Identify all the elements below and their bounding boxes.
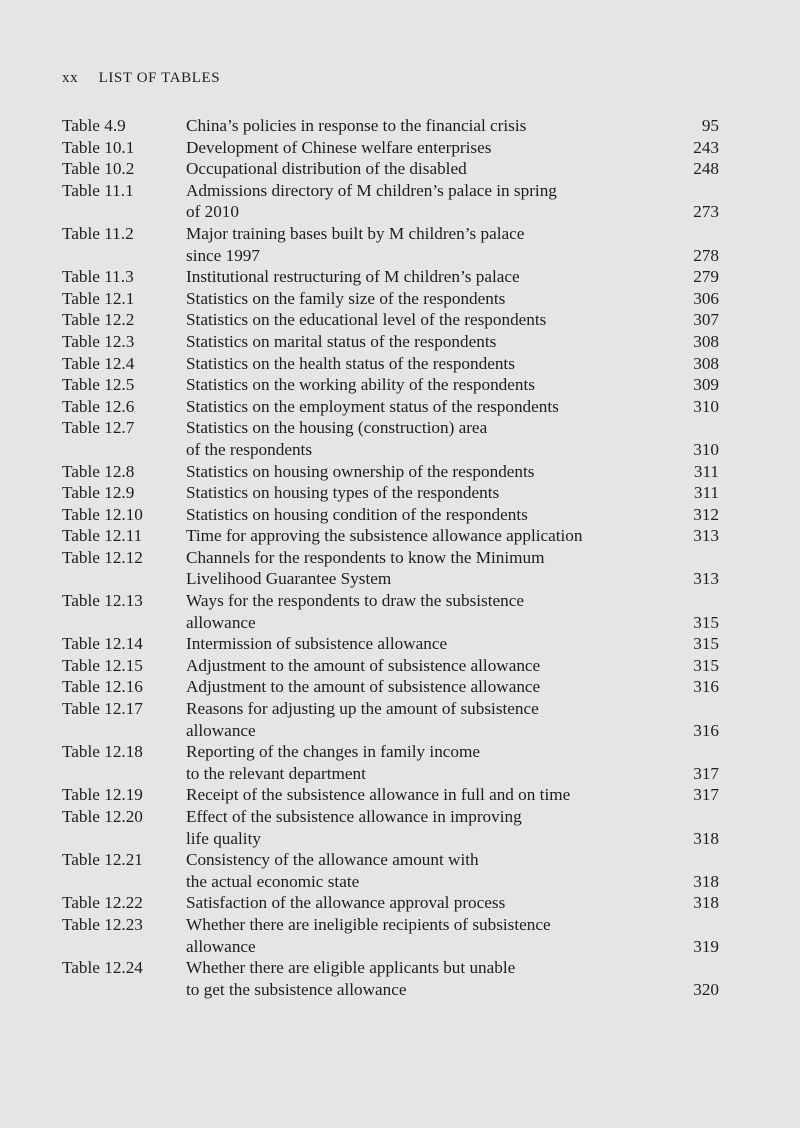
- table-number: Table 12.3: [62, 331, 135, 351]
- table-list-entry: [62, 914, 722, 957]
- table-list-entry: [62, 655, 722, 677]
- table-list-entry: [62, 180, 722, 223]
- table-title-line: Statistics on the working ability of the respondents: [186, 375, 535, 395]
- page-number: 313: [693, 526, 719, 546]
- table-list-entry: [62, 504, 722, 526]
- table-title: [186, 504, 659, 526]
- table-list-entry: [62, 396, 722, 418]
- table-title-line: allowance: [186, 936, 256, 956]
- table-title: [186, 547, 659, 590]
- table-title: [186, 374, 659, 396]
- table-title-line: Statistics on the educational level of the respondents: [186, 310, 547, 330]
- table-number: Table 12.21: [62, 850, 143, 870]
- table-title-line: Statistics on the family size of the respondents: [186, 288, 506, 308]
- table-title-line: since 1997: [186, 245, 260, 265]
- table-title: [186, 914, 659, 957]
- table-title: [186, 137, 659, 159]
- page-number: 320: [693, 979, 719, 999]
- table-list-entry: [62, 461, 722, 483]
- page-number: 319: [693, 936, 719, 956]
- table-list-entry: [62, 417, 722, 460]
- table-title-line: allowance: [186, 720, 256, 740]
- page-number: 308: [693, 353, 719, 373]
- page-number: 311: [693, 461, 719, 481]
- page-number: 312: [693, 504, 719, 524]
- table-list-entry: [62, 676, 722, 698]
- page-folio: xx: [62, 70, 79, 86]
- table-title-line: to the relevant department: [186, 763, 366, 783]
- table-number: Table 12.5: [62, 375, 135, 395]
- table-title-line: Channels for the respondents to know the Minimum: [186, 547, 545, 567]
- table-title: [186, 633, 659, 655]
- table-list-entry: [62, 633, 722, 655]
- page-number: 318: [693, 828, 719, 848]
- page-number: 315: [693, 634, 719, 654]
- table-number: Table 10.2: [62, 159, 135, 179]
- table-title-line: life quality: [186, 828, 261, 848]
- page-number: 95: [701, 116, 719, 135]
- table-number: Table 12.20: [62, 807, 143, 826]
- table-list-entry: [62, 482, 722, 504]
- table-number: Table 12.15: [62, 655, 143, 675]
- page-number: 310: [693, 439, 719, 459]
- table-number: Table 12.1: [62, 288, 135, 308]
- table-list-entry: [62, 266, 722, 288]
- table-title: [186, 676, 659, 698]
- table-title-line: Ways for the respondents to draw the subsistence: [186, 591, 524, 611]
- table-number: Table 4.9: [62, 116, 126, 135]
- table-title-line: of 2010: [186, 202, 239, 222]
- table-number: Table 11.1: [62, 180, 134, 200]
- table-number: Table 12.22: [62, 893, 143, 913]
- page-number: 318: [693, 871, 719, 891]
- table-number: Table 10.1: [62, 137, 135, 157]
- table-number: Table 12.10: [62, 504, 143, 524]
- table-number: Table 12.14: [62, 634, 143, 654]
- table-number: Table 12.17: [62, 699, 143, 719]
- table-number: Table 12.19: [62, 785, 143, 805]
- table-list-entry: [62, 957, 722, 1000]
- table-number: Table 12.12: [62, 547, 143, 567]
- table-title-line: China’s policies in response to the financial crisis: [186, 116, 527, 135]
- page-number: 278: [693, 245, 719, 265]
- table-title-line: Statistics on housing types of the respondents: [186, 483, 500, 503]
- table-title: [186, 892, 659, 914]
- page-number: 316: [693, 720, 719, 740]
- page-number: 307: [693, 310, 719, 330]
- table-title-line: Major training bases built by M children’s palace: [186, 223, 525, 243]
- table-list-entry: [62, 353, 722, 375]
- table-list-entry: [62, 547, 722, 590]
- page-number: 318: [693, 893, 719, 913]
- table-title-line: Receipt of the subsistence allowance in full and on time: [186, 785, 571, 805]
- table-title-line: the actual economic state: [186, 871, 360, 891]
- table-number: Table 12.13: [62, 591, 143, 611]
- table-title: [186, 266, 659, 288]
- table-title: [186, 461, 659, 483]
- table-list-entry: [62, 698, 722, 741]
- table-title-line: Statistics on housing ownership of the respondents: [186, 461, 535, 481]
- table-number: Table 12.7: [62, 418, 135, 438]
- table-title-line: Reasons for adjusting up the amount of subsistence: [186, 699, 539, 719]
- table-list-entry: [62, 331, 722, 353]
- table-title: [186, 309, 659, 331]
- page-number: 316: [693, 677, 719, 697]
- table-list-entry: [62, 590, 722, 633]
- page-number: 279: [693, 267, 719, 287]
- page-number: 243: [693, 137, 719, 157]
- table-title-line: Institutional restructuring of M children’s palace: [186, 267, 520, 287]
- page-number: 248: [693, 159, 719, 179]
- table-title-line: Livelihood Guarantee System: [186, 569, 392, 589]
- table-title: [186, 180, 659, 223]
- table-list-entry: [62, 525, 722, 547]
- table-title-line: Adjustment to the amount of subsistence allowance: [186, 677, 541, 697]
- table-title: [186, 655, 659, 677]
- table-title: [186, 590, 659, 633]
- page-number: 310: [693, 396, 719, 416]
- table-title-line: Whether there are eligible applicants but unable: [186, 958, 516, 978]
- page-number: 315: [693, 612, 719, 632]
- table-list-entry: [62, 741, 722, 784]
- page-number: 317: [693, 785, 719, 805]
- table-title: [186, 288, 659, 310]
- table-list-entry: [62, 309, 722, 331]
- table-title-line: Time for approving the subsistence allowance application: [186, 526, 583, 546]
- table-list-entry: [62, 806, 722, 849]
- table-title: [186, 353, 659, 375]
- table-number: Table 12.23: [62, 914, 143, 934]
- table-title: [186, 158, 659, 180]
- table-list-entry: [62, 784, 722, 806]
- table-title: [186, 482, 659, 504]
- table-title: [186, 417, 659, 460]
- table-number: Table 12.6: [62, 396, 135, 416]
- table-title-line: allowance: [186, 612, 256, 632]
- table-list-entry: [62, 115, 722, 137]
- page-number: 315: [693, 655, 719, 675]
- table-title-line: Statistics on the employment status of the respondents: [186, 396, 559, 416]
- table-title-line: Occupational distribution of the disabled: [186, 159, 467, 179]
- page-number: 273: [693, 202, 719, 222]
- table-title: [186, 331, 659, 353]
- table-number: Table 12.8: [62, 461, 135, 481]
- list-of-tables: [62, 115, 722, 1000]
- table-title: [186, 396, 659, 418]
- table-number: Table 12.24: [62, 958, 143, 978]
- table-list-entry: [62, 849, 722, 892]
- table-number: Table 12.9: [62, 483, 135, 503]
- table-title: [186, 115, 659, 137]
- table-title-line: Statistics on housing condition of the respondents: [186, 504, 528, 524]
- page-number: 317: [693, 763, 719, 783]
- table-list-entry: [62, 223, 722, 266]
- table-number: Table 11.3: [62, 267, 134, 287]
- table-list-entry: [62, 137, 722, 159]
- table-title-line: Satisfaction of the allowance approval process: [186, 893, 506, 913]
- table-number: Table 11.2: [62, 223, 134, 243]
- table-title-line: Statistics on marital status of the respondents: [186, 331, 497, 351]
- table-number: Table 12.18: [62, 742, 143, 762]
- table-title: [186, 849, 659, 892]
- table-number: Table 12.16: [62, 677, 143, 697]
- page-number: 309: [693, 375, 719, 395]
- table-title: [186, 741, 659, 784]
- page-number: 311: [693, 483, 719, 503]
- table-title: [186, 806, 659, 849]
- table-title-line: to get the subsistence allowance: [186, 979, 407, 999]
- page-number: 306: [693, 288, 719, 308]
- table-list-entry: [62, 288, 722, 310]
- table-title-line: Statistics on the housing (construction) area: [186, 418, 488, 438]
- running-head: [62, 70, 220, 87]
- table-title-line: Intermission of subsistence allowance: [186, 634, 448, 654]
- table-list-entry: [62, 374, 722, 396]
- table-title-line: Consistency of the allowance amount with: [186, 850, 479, 870]
- table-number: Table 12.2: [62, 310, 135, 330]
- page-number: 313: [693, 569, 719, 589]
- table-title: [186, 223, 659, 266]
- table-title-line: Whether there are ineligible recipients of subsistence: [186, 914, 551, 934]
- page-number: 308: [693, 331, 719, 351]
- table-title: [186, 525, 659, 547]
- table-title-line: Adjustment to the amount of subsistence allowance: [186, 655, 541, 675]
- table-title-line: of the respondents: [186, 439, 313, 459]
- table-number: Table 12.4: [62, 353, 135, 373]
- table-title-line: Effect of the subsistence allowance in improving: [186, 807, 522, 826]
- table-title: [186, 957, 659, 1000]
- running-head-title: LIST OF TABLES: [98, 70, 221, 86]
- table-title: [186, 698, 659, 741]
- table-title: [186, 784, 659, 806]
- table-title-line: Admissions directory of M children’s palace in spring: [186, 180, 557, 200]
- table-list-entry: [62, 892, 722, 914]
- table-title-line: Development of Chinese welfare enterprises: [186, 137, 492, 157]
- table-number: Table 12.11: [62, 526, 143, 546]
- table-title-line: Reporting of the changes in family income: [186, 742, 481, 762]
- table-list-entry: [62, 158, 722, 180]
- table-title-line: Statistics on the health status of the respondents: [186, 353, 515, 373]
